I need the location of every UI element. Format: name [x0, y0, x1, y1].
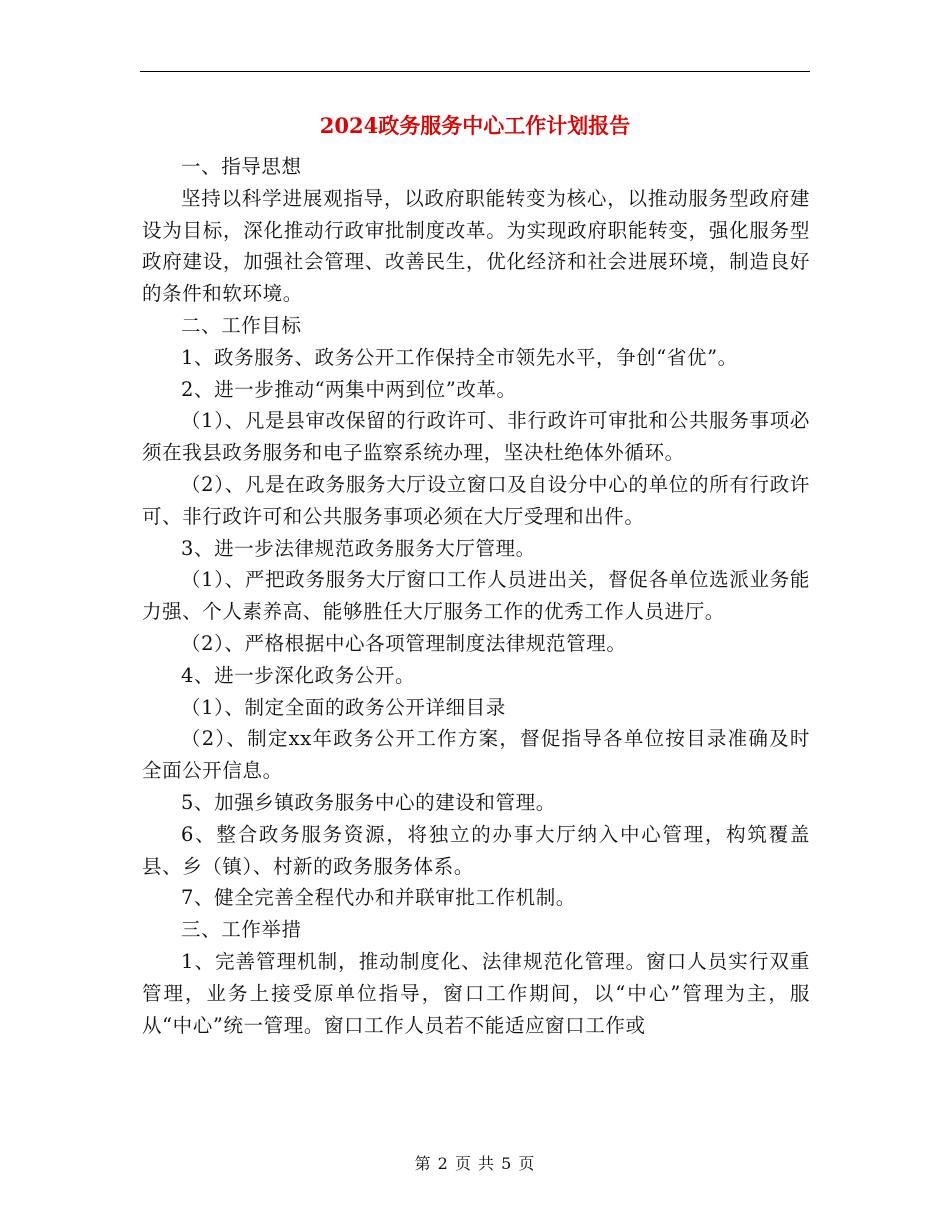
paragraph: 4、进一步深化政务公开。	[181, 663, 416, 687]
section-heading: 一、指导思想	[181, 155, 302, 178]
paragraph: （1）、凡是县审改保留的行政许可、非行政许可审批和公共服务事项必须在我县政务服务和电子监察系统办理，坚决杜绝体外循环。	[142, 409, 810, 465]
paragraph: （2）、凡是在政务服务大厅设立窗口及自设分中心的单位的所有行政许可、非行政许可和公共服务事项必须在大厅受理和出件。	[142, 472, 810, 528]
paragraph: 2、进一步推动“两集中两到位”改革。	[181, 377, 517, 401]
paragraph: 5、加强乡镇政务服务中心的建设和管理。	[181, 790, 556, 814]
section-heading: 二、工作目标	[181, 313, 302, 337]
paragraph: 1、完善管理机制，推动制度化、法律规范化管理。窗口人员实行双重管理，业务上接受原单位指导，窗口工作期间，以“中心”管理为主，服从“中心”统一管理。窗口工作人员若不能适应窗口工作或	[142, 949, 810, 1037]
document-title: 2024政务服务中心工作计划报告	[319, 113, 631, 138]
paragraph: （2）、制定xx年政务公开工作方案，督促指导各单位按目录准确及时全面公开信息。	[142, 727, 810, 783]
section-heading: 三、工作举措	[181, 918, 302, 942]
document-body	[142, 151, 810, 1041]
paragraph: （1）、制定全面的政务公开详细目录	[181, 695, 506, 719]
paragraph: （1）、严把政务服务大厅窗口工作人员进出关，督促各单位选派业务能力强、个人素养高、能够胜任大厅服务工作的优秀工作人员进厅。	[142, 568, 810, 624]
paragraph: 7、健全完善全程代办和并联审批工作机制。	[181, 886, 576, 910]
paragraph: 6、整合政务服务资源，将独立的办事大厅纳入中心管理，构筑覆盖县、乡（镇）、村新的政务服务体系。	[142, 822, 810, 878]
paragraph: 3、进一步法律规范政务服务大厅管理。	[181, 536, 536, 560]
paragraph: 1、政务服务、政务公开工作保持全市领先水平，争创“省优”。	[181, 345, 738, 369]
paragraph: （2）、严格根据中心各项管理制度法律规范管理。	[181, 631, 627, 655]
header-rule	[140, 71, 810, 72]
paragraph: 坚持以科学进展观指导，以政府职能转变为核心，以推动服务型政府建设为目标，深化推动行政审批制度改革。为实现政府职能转变，强化服务型政府建设，加强社会管理、改善民生，优化经济和社会进展环境，制造良好的条件和软环境。	[142, 186, 810, 306]
page-number: 第 2 页 共 5 页	[414, 1154, 536, 1173]
